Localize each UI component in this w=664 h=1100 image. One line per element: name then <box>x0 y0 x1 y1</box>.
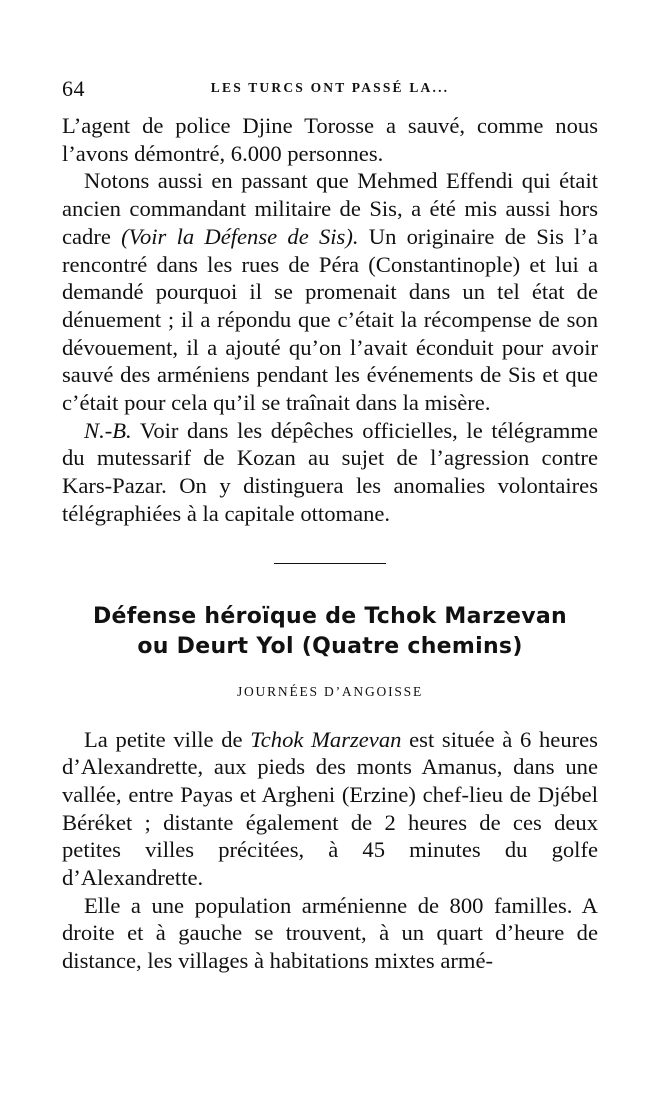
section-title-line-2: ou Deurt Yol (Quatre chemins) <box>137 633 523 659</box>
section-divider <box>274 563 386 564</box>
paragraph-tchok-marzevan <box>62 726 598 892</box>
section-body <box>62 726 598 975</box>
page-number: 64 <box>62 76 85 101</box>
cross-reference: (Voir la Défense de Sis). <box>121 223 359 249</box>
section-subtitle: JOURNÉES D’ANGOISSE <box>236 683 424 699</box>
running-head <box>62 70 598 112</box>
paragraph-text-part: est située à 6 heures d’Alexandrette, aux pieds des monts Amanus, dans une vallée, entre Payas et Argheni (Erzine) chef-lieu de Djébel Béréket ; distante également de 2 heures de ces deux petites villes précitées, à 45 minutes du golfe d’Alexandrette. <box>62 726 598 891</box>
book-page <box>62 70 598 975</box>
place-name: Tchok Marzevan <box>250 726 402 752</box>
nota-bene-label: N.-B. <box>84 417 132 443</box>
paragraph-text-part: Un originaire de Sis l’a rencontré dans les rues de Péra (Constantinople) et lui a demandé pourquoi il se promenait dans un tel état de dénuement ; il a répondu que c’était la récompense de son dévouement, il a ajouté qu’on l’avait éconduit pour avoir sauvé des arméniens pendant les événements de Sis et que c’était pour cela qu’il se traînait dans la misère. <box>62 223 598 416</box>
paragraph-text-part: Notons aussi en passant que Mehmed Effendi qui était ancien commandant militaire de Sis, a été mis aussi hors cadre <box>62 168 598 249</box>
paragraph-mehmed-effendi <box>62 167 598 416</box>
paragraph-agent-police <box>62 112 598 167</box>
paragraph-text: Elle a une population arménienne de 800 familles. A droite et à gauche se trouvent, à un quart d’heure de distance, les villages à habitations mixtes armé- <box>62 892 598 974</box>
section-title-line-1: Défense héroïque de Tchok Marzevan <box>93 603 567 629</box>
paragraph-population <box>62 892 598 975</box>
running-title: LES TURCS ONT PASSÉ LA... <box>210 80 450 95</box>
nota-bene-text: Voir dans les dépêches officielles, le télégramme du mutessarif de Kozan au sujet de l’agression contre Kars-Pazar. On y distinguera les anomalies volontaires télégraphiées à la capitale ottomane. <box>62 417 598 526</box>
section-title <box>62 602 598 662</box>
nota-bene-paragraph <box>62 417 598 528</box>
paragraph-text: L’agent de police Djine Torosse a sauvé, comme nous l’avons démontré, 6.000 personnes. <box>62 113 598 166</box>
paragraph-text-part: La petite ville de <box>84 726 243 752</box>
